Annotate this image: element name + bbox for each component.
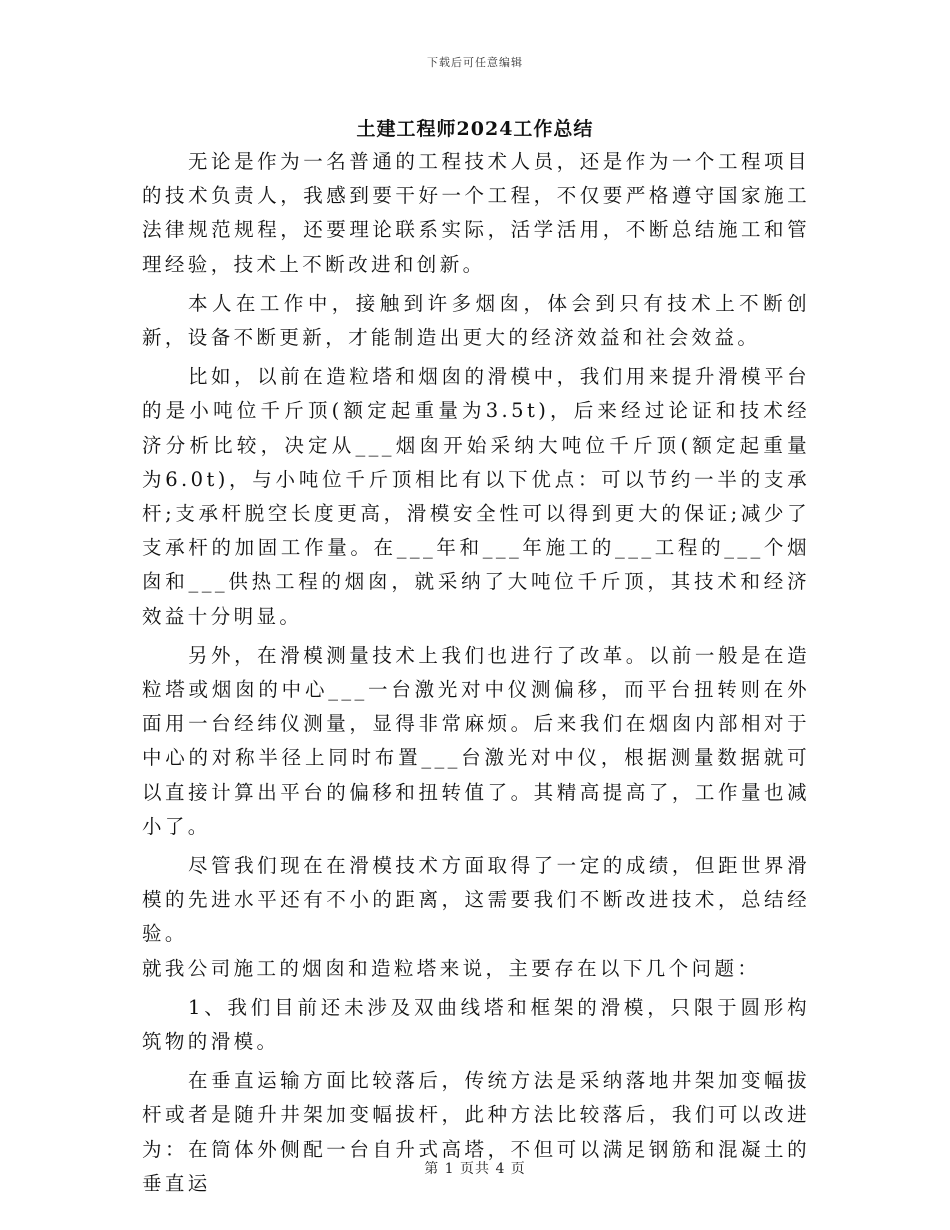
document-body: [142, 145, 810, 1201]
paragraph: 尽管我们现在在滑模技术方面取得了一定的成绩，但距世界滑模的先进水平还有不小的距离，这需要我们不断改进技术，总结经验。: [142, 854, 810, 946]
header-note: 下载后可任意编辑: [427, 56, 523, 69]
page-number: 第 1 页共 4 页: [424, 1161, 526, 1177]
paragraph: 比如，以前在造粒塔和烟囱的滑模中，我们用来提升滑模平台的是小吨位千斤顶(额定起重量为3.5t)，后来经过论证和技术经济分析比较，决定从___烟囱开始采纳大吨位千斤顶(额定起重量为6.0t)，与小吨位千斤顶相比有以下优点：可以节约一半的支承杆;支承杆脱空长度更高，滑模安全性可以得到更大的保证;减少了支承杆的加固工作量。在___年和___年施工的___工程的___个烟囱和___供热工程的烟囱，就采纳了大吨位千斤顶，其技术和经济效益十分明显。: [142, 365, 810, 628]
paragraph: 就我公司施工的烟囱和造粒塔来说，主要存在以下几个问题：: [142, 956, 761, 980]
document-title: 土建工程师2024工作总结: [356, 118, 594, 140]
paragraph: 另外，在滑模测量技术上我们也进行了改革。以前一般是在造粒塔或烟囱的中心___一台激光对中仪测偏移，而平台扭转则在外面用一台经纬仪测量，显得非常麻烦。后来我们在烟囱内部相对于中心的对称半径上同时布置___台激光对中仪，根据测量数据就可以直接计算出平台的偏移和扭转值了。其精高提高了，工作量也减小了。: [142, 643, 810, 838]
paragraph: 本人在工作中，接触到许多烟囱，体会到只有技术上不断创新，设备不断更新，才能制造出更大的经济效益和社会效益。: [142, 291, 810, 350]
paragraph: 无论是作为一名普通的工程技术人员，还是作为一个工程项目的技术负责人，我感到要干好一个工程，不仅要严格遵守国家施工法律规范规程，还要理论联系实际，活学活用，不断总结施工和管理经验，技术上不断改进和创新。: [142, 150, 810, 276]
paragraph: 1、我们目前还未涉及双曲线塔和框架的滑模，只限于圆形构筑物的滑模。: [142, 995, 810, 1054]
paragraph: 在垂直运输方面比较落后，传统方法是采纳落地井架加变幅拔杆或者是随升井架加变幅拔杆，此种方法比较落后，我们可以改进为：在筒体外侧配一台自升式高塔，不但可以满足钢筋和混凝土的垂直运: [142, 1069, 810, 1195]
